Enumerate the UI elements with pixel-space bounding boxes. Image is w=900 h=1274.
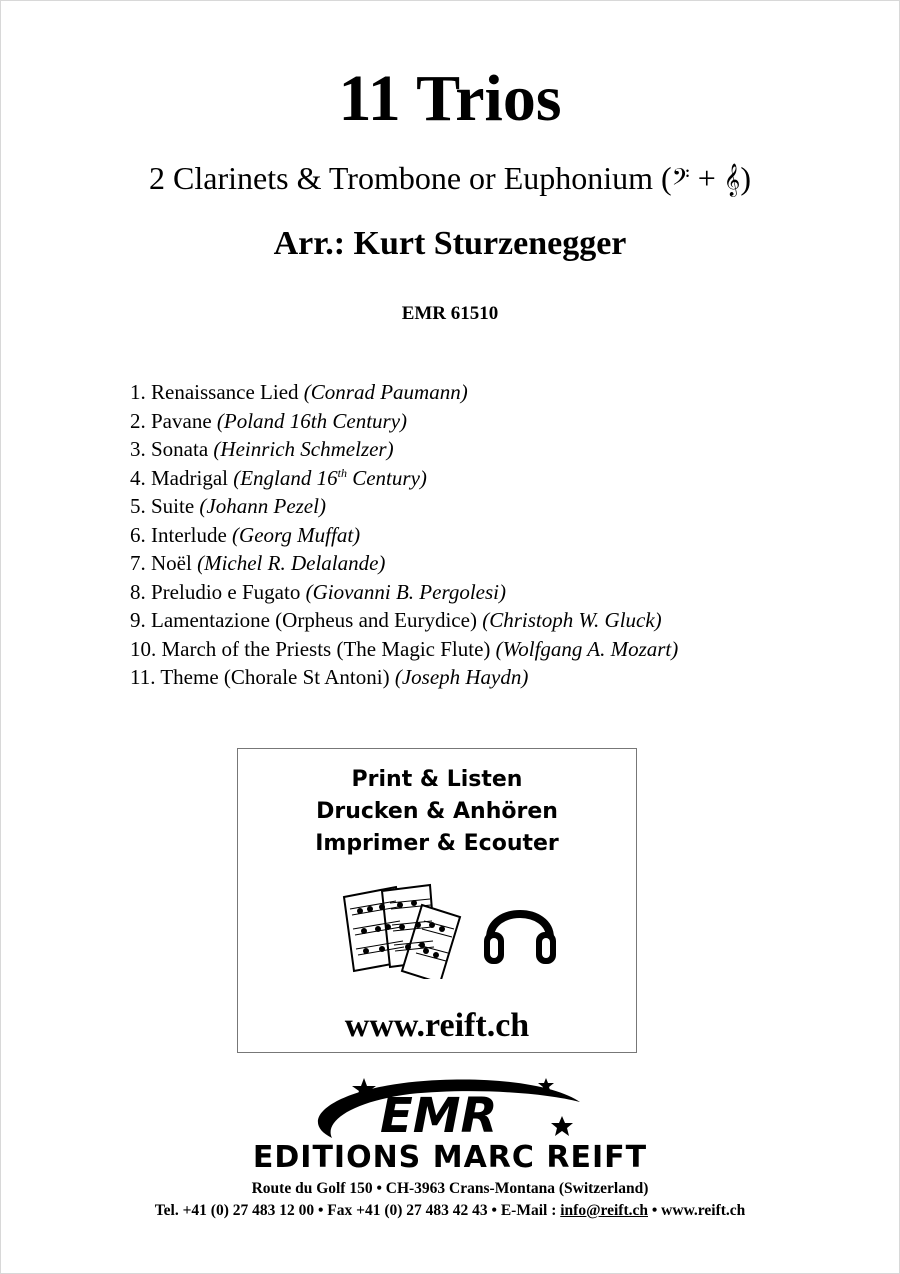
item-title: Pavane: [151, 408, 212, 433]
item-composer: (Johann Pezel): [199, 494, 326, 518]
item-number: 11.: [130, 665, 156, 689]
item-title: Sonata: [151, 437, 209, 461]
item-title: Suite: [151, 494, 195, 518]
list-item: [130, 464, 678, 493]
bass-clef-icon: 𝄢: [671, 163, 690, 196]
item-number: 1.: [130, 380, 146, 404]
item-composer: (England 16th Century): [233, 465, 427, 490]
list-item: [130, 492, 678, 521]
publisher-address: Route du Golf 150 • CH-3963 Crans-Montana (Switzerland): [251, 1180, 649, 1197]
contact-website[interactable]: • www.reift.ch: [648, 1202, 746, 1219]
publisher-name: EDITIONS MARC REIFT: [252, 1140, 648, 1175]
subtitle-plus: +: [689, 160, 724, 196]
list-item: [130, 663, 678, 692]
list-item: [130, 635, 678, 664]
email-link[interactable]: info@reift.ch: [560, 1202, 648, 1219]
contents-list: [130, 378, 678, 692]
item-title: Noël: [151, 551, 192, 575]
promo-line-german: Drucken & Anhören: [316, 799, 558, 824]
contact-phone-fax: Tel. +41 (0) 27 483 12 00 • Fax +41 (0) 27 483 42 43 • E-Mail :: [154, 1202, 561, 1219]
item-number: 6.: [130, 522, 146, 547]
headphones-icon: [482, 892, 558, 968]
logo-text: EMR: [380, 1088, 498, 1144]
sheet-music-icon: [338, 879, 468, 979]
item-number: 9.: [130, 608, 146, 632]
list-item: [130, 521, 678, 550]
item-number: 10.: [130, 636, 157, 661]
subtitle-text: 2 Clarinets & Trombone or Euphonium (: [149, 160, 672, 196]
item-number: 2.: [130, 408, 146, 433]
item-title: Madrigal: [151, 465, 228, 490]
promo-line-english: Print & Listen: [351, 767, 523, 792]
item-title: Lamentazione (Orpheus and Eurydice): [151, 608, 477, 632]
item-number: 4.: [130, 465, 146, 490]
subtitle-close: ): [740, 160, 751, 196]
item-composer: (Heinrich Schmelzer): [213, 437, 394, 461]
print-listen-box[interactable]: [237, 748, 637, 1053]
list-item: [130, 549, 678, 578]
item-title: Renaissance Lied: [151, 380, 299, 404]
item-composer: (Wolfgang A. Mozart): [495, 636, 679, 661]
list-item: [130, 407, 678, 436]
item-composer: (Conrad Paumann): [303, 380, 468, 404]
item-title: March of the Priests (The Magic Flute): [161, 636, 491, 661]
item-number: 3.: [130, 437, 146, 461]
list-item: [130, 435, 678, 464]
item-number: 8.: [130, 579, 146, 604]
item-number: 5.: [130, 494, 146, 518]
page-title: 11 Trios: [338, 62, 562, 135]
item-title: Interlude: [151, 522, 227, 547]
catalog-number: EMR 61510: [401, 303, 499, 324]
item-composer: (Giovanni B. Pergolesi): [305, 579, 507, 604]
publisher-contact: [0, 1200, 900, 1222]
item-composer: (Joseph Haydn): [394, 665, 529, 689]
item-number: 7.: [130, 551, 146, 575]
arranger: Arr.: Kurt Sturzenegger: [273, 225, 627, 262]
item-composer: (Christoph W. Gluck): [482, 608, 662, 632]
emr-logo: [300, 1072, 590, 1144]
list-item: [130, 578, 678, 607]
item-composer: (Poland 16th Century): [216, 408, 408, 433]
list-item: [130, 606, 678, 635]
item-title: Theme (Chorale St Antoni): [160, 665, 390, 689]
item-composer: (Michel R. Delalande): [197, 551, 386, 575]
promo-website-link[interactable]: www.reift.ch: [344, 1007, 530, 1044]
list-item: [130, 378, 678, 407]
item-title: Preludio e Fugato: [151, 579, 301, 604]
promo-line-french: Imprimer & Ecouter: [315, 831, 559, 856]
item-composer: (Georg Muffat): [232, 522, 361, 547]
treble-clef-icon: 𝄞: [723, 163, 741, 196]
instrumentation-subtitle: [0, 158, 900, 200]
